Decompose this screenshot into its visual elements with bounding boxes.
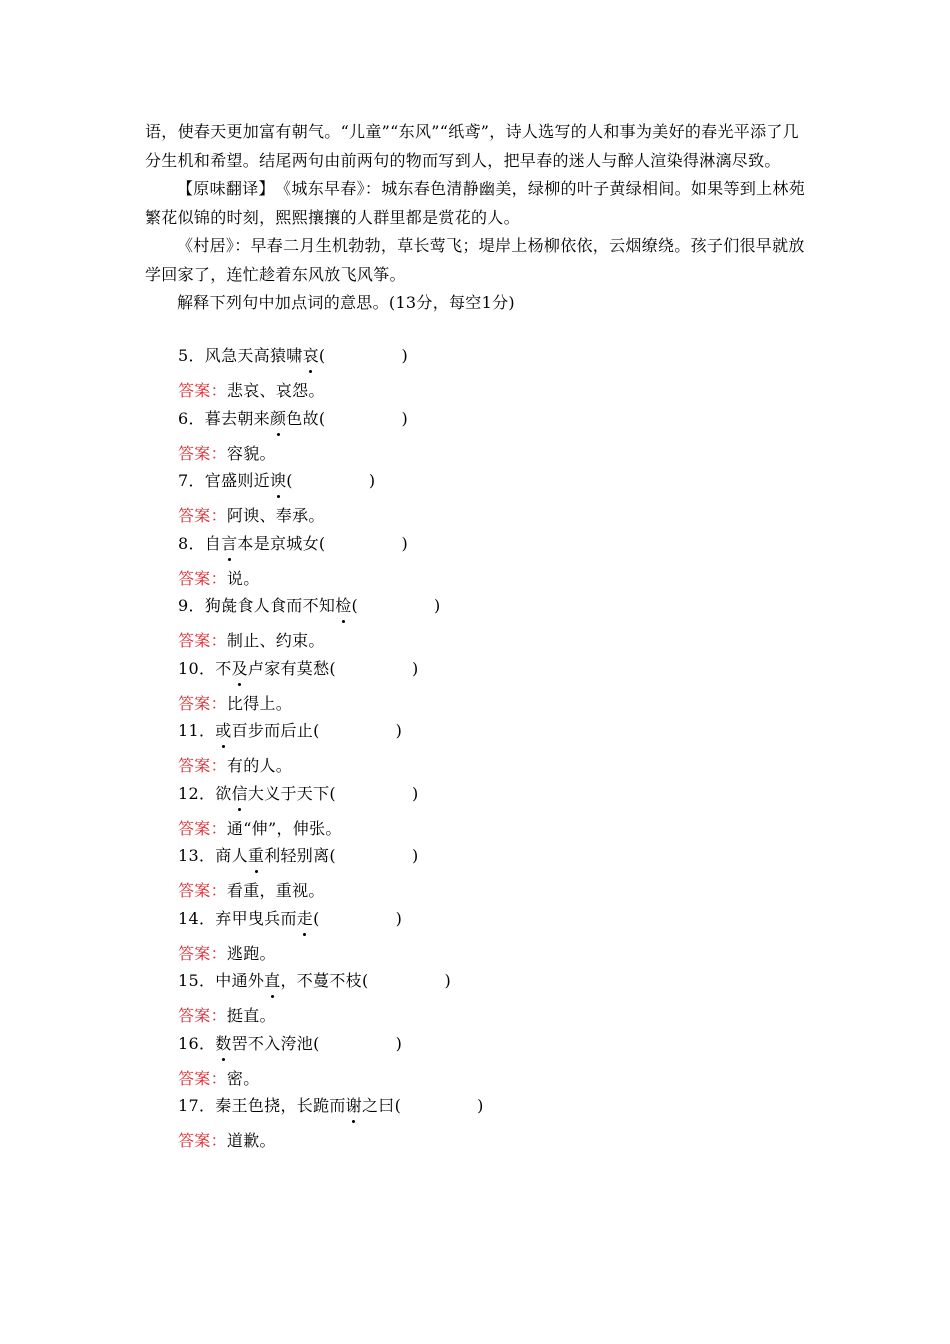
answer-text: 容貌。 [226,443,276,463]
answer-blank: ( ) [351,596,441,615]
answer-text: 挺直。 [226,1006,276,1025]
answer-blank: ( ) [362,971,452,990]
dotted-word: 谢 [345,1096,362,1115]
question-line [178,783,419,805]
answer-text: 有的人。 [226,756,293,775]
dotted-word: 谀 [269,471,287,490]
instruction-text: 解释下列句中加点词的意思。(13分，每空1分) [177,293,515,312]
question-text-after: 罟不入洿池 [231,1033,314,1053]
answer-label: 答案： [178,818,227,838]
answer-line [178,630,325,652]
answer-label: 答案： [178,381,227,400]
answer-blank: ( ) [318,408,408,428]
answer-text: 制止、约束。 [226,631,325,650]
question-number: 14． [178,908,216,928]
question-line [178,345,408,367]
answer-line [178,755,292,777]
question-text-after: 卢家有莫愁 [247,658,330,678]
answer-text: 看重，重视。 [226,881,325,900]
dotted-word: 颜 [269,408,287,428]
question-line [178,595,441,617]
question-number: 6． [178,408,205,428]
answer-blank: ( ) [394,1096,484,1115]
answer-blank: ( ) [329,783,419,803]
answer-text: 密。 [226,1068,260,1088]
translation-paragraph-1 [145,175,810,232]
answer-line [178,505,325,527]
answer-label: 答案： [178,568,227,588]
question-number: 5． [178,346,205,365]
answer-text: 逃跑。 [226,943,276,963]
dotted-word: 言 [221,533,238,553]
question-text-after: 大义于天下 [247,783,330,803]
question-number: 15． [178,971,216,990]
answer-line [178,1068,260,1090]
dotted-word: 哀 [302,346,319,365]
question-number: 16． [178,1033,216,1053]
answer-text: 悲哀、哀怨。 [226,381,325,400]
translation-label: 【原味翻译】 [177,179,267,198]
question-number: 7． [178,471,205,490]
answer-line [178,568,260,590]
answer-line [178,1005,276,1027]
question-number: 9． [178,596,205,615]
answer-label: 答案： [178,693,227,713]
question-line [178,1033,402,1055]
answer-blank: ( ) [318,346,408,365]
answer-text: 阿谀、奉承。 [226,506,325,525]
translation-text-1: 《城东早春》：城东春色清静幽美，绿柳的叶子黄绿相间。如果等到上林苑繁花似锦的时刻，熙熙攘攘的人群里都是赏花的人。 [145,179,806,227]
question-text-after: 利轻别离 [264,846,330,865]
answer-label: 答案： [178,1131,227,1150]
question-number: 12． [178,783,216,803]
question-text-before: 欲 [215,783,232,803]
answer-blank: ( ) [313,1033,403,1053]
dotted-word: 走 [296,908,314,928]
question-number: 13． [178,846,216,865]
dotted-word: 检 [335,596,352,615]
question-text-after: 之曰 [361,1096,395,1115]
question-text-before: 不 [215,658,232,678]
question-line [178,720,402,742]
answer-line [178,693,292,715]
intro-paragraph: 语，使春天更加富有朝气。“儿童”“东风”“纸鸢”，诗人选写的人和事为美好的春光平添了几分生机和希望。结尾两句由前两句的物而写到人，把早春的迷人与醉人渲染得淋漓尽致。 [145,122,799,170]
translation-paragraph-2: 《村居》：早春二月生机勃勃，草长莺飞；堤岸上杨柳依依，云烟缭绕。孩子们很早就放学回家了，连忙趁着东风放飞风筝。 [145,236,805,284]
answer-label: 答案： [178,943,227,963]
question-line [178,845,418,867]
dotted-word: 直 [264,971,281,990]
answer-label: 答案： [178,631,227,650]
question-text-before: 风急天高猿啸 [204,346,303,365]
answer-label: 答案： [178,443,227,463]
answer-label: 答案： [178,1006,227,1025]
question-text-after: ，不蔓不枝 [280,971,362,990]
question-line [178,470,375,492]
question-text-after: 本是京城女 [237,533,319,553]
answer-text: 说。 [226,568,260,588]
answer-label: 答案： [178,881,227,900]
question-line [178,908,402,930]
question-number: 17． [178,1096,216,1115]
answer-text: 通“伸”，伸张。 [226,818,342,838]
answer-text: 道歉。 [226,1131,276,1150]
answer-line [178,943,276,965]
question-line [178,658,419,680]
answer-blank: ( ) [313,908,403,928]
dotted-word: 数 [215,1033,232,1053]
question-number: 8． [178,533,205,553]
question-text-before: 弃甲曳兵而 [215,908,297,928]
dotted-word: 及 [231,658,248,678]
document-body [145,118,810,318]
answer-line [178,443,276,465]
question-line [178,533,408,555]
dotted-word: 重 [247,846,265,865]
question-text-before: 中通外 [215,971,265,990]
answer-text: 比得上。 [226,693,293,713]
question-number: 11． [178,721,216,740]
question-text-after: 色故 [286,408,319,428]
answer-label: 答案： [178,506,227,525]
answer-label: 答案： [178,1068,227,1088]
question-line [178,970,451,992]
question-text-before: 自 [204,533,222,553]
question-text-before: 秦王色挠，长跪而 [215,1096,346,1115]
answer-blank: ( ) [329,658,419,678]
answer-line [178,818,342,840]
answer-blank: ( ) [318,533,409,553]
question-number: 10． [178,658,216,678]
question-text-before: 商人 [215,846,248,865]
dotted-word: 信 [231,783,248,803]
question-text-before: 暮去朝来 [204,408,270,428]
answer-blank: ( ) [329,846,419,865]
question-line [178,408,408,430]
answer-label: 答案： [178,756,227,775]
question-text-before: 官盛则近 [204,471,270,490]
question-text-before: 狗彘食人食而不知 [204,596,336,615]
answer-line [178,1130,276,1152]
question-text-after: 百步而后止 [231,721,314,740]
answer-blank: ( ) [313,721,403,740]
question-line [178,1095,484,1117]
answer-line [178,880,325,902]
answer-blank: ( ) [286,471,376,490]
answer-line [178,380,325,402]
dotted-word: 或 [215,721,232,740]
